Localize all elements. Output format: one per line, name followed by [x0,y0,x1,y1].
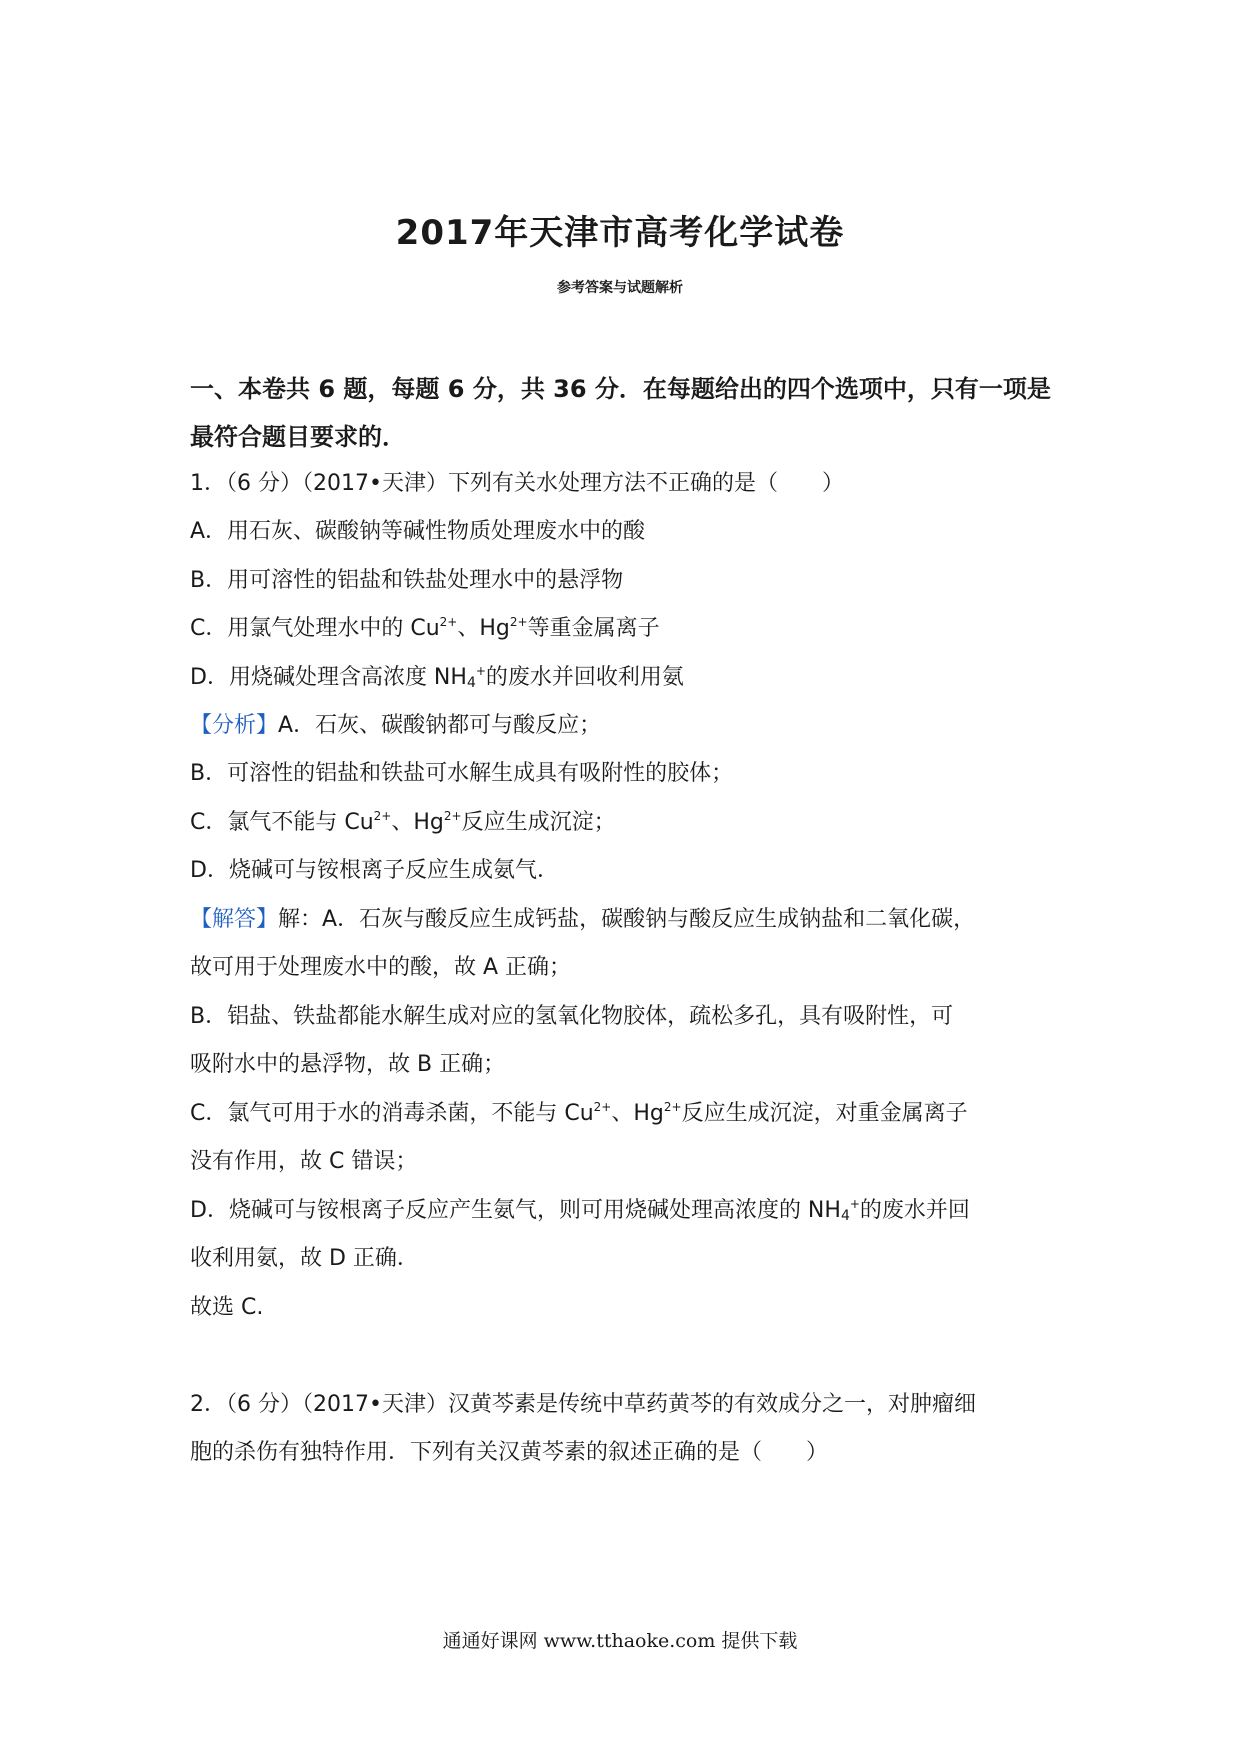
answer-d1-text-2: 的废水并回 [859,1198,970,1223]
question-2-stem-line-1: 2．（6 分）（2017•天津）汉黄芩素是传统中草药黄芩的有效成分之一，对肿瘤细 [190,1392,976,1417]
question-1-stem: 1．（6 分）（2017•天津）下列有关水处理方法不正确的是（ ） [190,471,844,496]
answer-d1-text-1: D．烧碱可与铵根离子反应产生氨气，则可用烧碱处理高浓度的 NH [190,1198,841,1223]
option-c-charge-2: 2+ [509,615,528,629]
answer-c1-text-3: 反应生成沉淀，对重金属离子 [681,1101,968,1126]
option-c-charge-1: 2+ [439,615,458,629]
option-d-text-1: D．用烧碱处理含高浓度 NH [190,665,467,690]
analysis-tag: 【分析】 [190,713,279,738]
answer-c1-charge-1: 2+ [593,1100,612,1114]
answer-a1-text: 解：A．石灰与酸反应生成钙盐，碳酸钠与酸反应生成钠盐和二氧化碳， [278,907,976,932]
page-title: 2017年天津市高考化学试卷 [395,213,845,253]
analysis-c-text-2: 、Hg [391,810,444,835]
option-d-charge: + [475,664,486,678]
answer-line-c2: 没有作用，故 C 错误； [190,1149,418,1174]
answer-c1-charge-2: 2+ [663,1100,682,1114]
answer-d1-subscript: 4 [840,1208,850,1224]
answer-c1-text-2: 、Hg [611,1101,664,1126]
analysis-line-c [190,807,1070,839]
analysis-line-a [190,710,1070,742]
analysis-c-text-1: C．氯气不能与 Cu [190,810,374,835]
analysis-a-text: A．石灰、碳酸钠都可与酸反应； [278,713,602,738]
question-2-stem-line-2: 胞的杀伤有独特作用．下列有关汉黄芩素的叙述正确的是（ ） [190,1440,829,1465]
page-footer: 通通好课网 www.tthaoke.com 提供下载 [442,1630,798,1652]
answer-line-a1 [190,904,1070,936]
answer-tag: 【解答】 [190,907,279,932]
answer-line-d2: 收利用氨，故 D 正确． [190,1246,419,1271]
option-c-text-2: 、Hg [457,616,510,641]
answer-line-c1 [190,1098,1070,1130]
answer-conclusion: 故选 C. [190,1295,264,1320]
analysis-line-b: B．可溶性的铝盐和铁盐可水解生成具有吸附性的胶体； [190,761,734,786]
section-heading [190,365,1070,461]
section-heading-line-2: 最符合题目要求的． [190,423,406,451]
analysis-line-d: D．烧碱可与铵根离子反应生成氨气． [190,858,559,883]
question-1-option-b: B．用可溶性的铝盐和铁盐处理水中的悬浮物 [190,568,624,593]
answer-line-b1: B．铝盐、铁盐都能水解生成对应的氢氧化物胶体，疏松多孔，具有吸附性，可 [190,1004,954,1029]
answer-d1-charge: + [849,1197,860,1211]
option-c-text-1: C．用氯气处理水中的 Cu [190,616,440,641]
option-d-text-2: 的废水并回收利用氨 [485,665,684,690]
question-1-option-a: A．用石灰、碳酸钠等碱性物质处理废水中的酸 [190,519,646,544]
question-1-option-d [190,662,1070,694]
answer-line-d1 [190,1195,1070,1227]
answer-line-a2: 故可用于处理废水中的酸，故 A 正确； [190,955,572,980]
analysis-c-text-3: 反应生成沉淀； [461,810,616,835]
page-subtitle: 参考答案与试题解析 [557,280,683,296]
question-1-option-c [190,613,1070,645]
answer-c1-text-1: C．氯气可用于水的消毒杀菌，不能与 Cu [190,1101,594,1126]
option-c-text-3: 等重金属离子 [527,616,660,641]
option-d-subscript: 4 [466,675,476,691]
section-heading-line-1: 一、本卷共 6 题，每题 6 分，共 36 分．在每题给出的四个选项中，只有一项是 [190,375,1051,403]
answer-line-b2: 吸附水中的悬浮物，故 B 正确； [190,1052,506,1077]
analysis-c-charge-2: 2+ [443,809,462,823]
analysis-c-charge-1: 2+ [373,809,392,823]
